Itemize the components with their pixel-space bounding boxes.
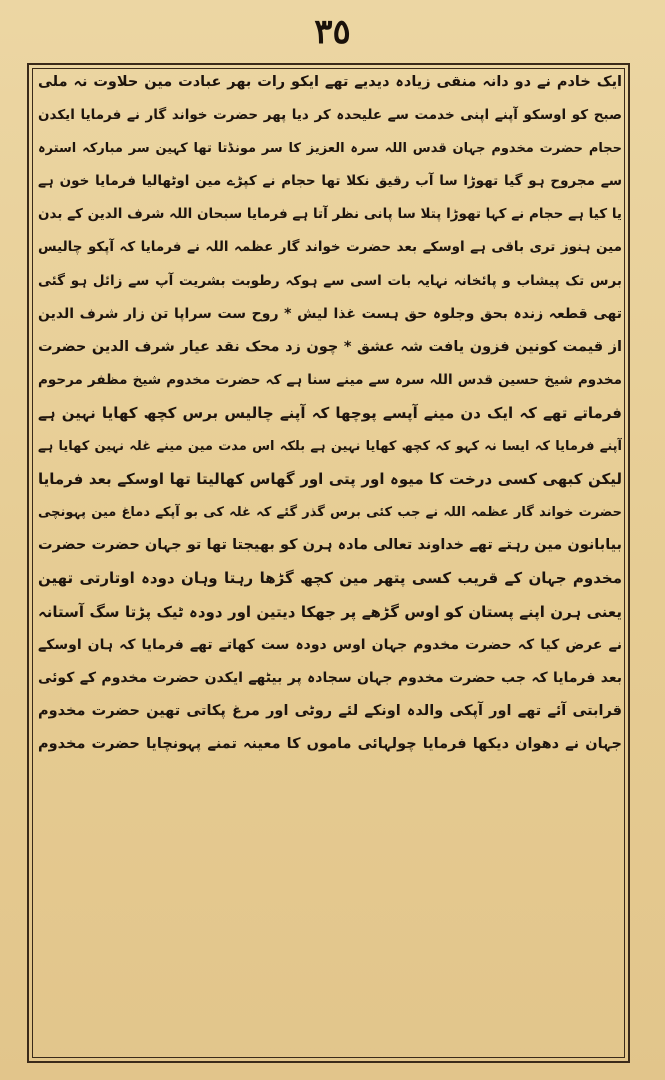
text-line: مخدوم جہان کے قریب کسی پتھر مین کچھ گڑھا رہتا وہان دودہ اوتارتی تھین: [38, 569, 622, 588]
text-line: سے مجروح ہو گیا تھوڑا سا آب رقیق نکلا تھا حجام نے کپڑے مین اوٹھالیا فرمایا خون ہے: [38, 173, 622, 190]
text-line: تھی قطعہ زندہ بحق وجلوہ حق ہست غذا لیش * روح ست سراپا تن زار شرف الدین: [38, 305, 622, 322]
text-line: قرابتی آئے تھے اور آپکی والدہ اونکے لئے روٹی اور مرغ پکاتی تھین حضرت مخدوم: [38, 702, 622, 719]
page-number: ٣٥: [314, 12, 351, 52]
text-line: مین ہنوز تری باقی ہے اوسکے بعد حضرت خواند گار عظمہ اللہ نے فرمایا کہ آپکو چالیس: [38, 239, 622, 256]
text-line: نے عرض کیا کہ حضرت مخدوم جہان اوس دودہ ست کھاتے تھے فرمایا کہ ہان اوسکے: [38, 636, 622, 653]
text-line: یا کیا ہے حجام نے کہا تھوڑا پتلا سا پانی نظر آتا ہے فرمایا سبحان اللہ شرف الدین کے بدن: [38, 206, 622, 223]
text-line: از قیمت کونین فزون یافت شہ عشق * چون زد محک نقد عیار شرف الدین حضرت: [38, 338, 622, 355]
text-line: جہان نے دھوان دیکھا فرمایا چولہائی ماموں کا معینہ تمنے پہونچایا حضرت مخدوم: [38, 735, 622, 752]
text-line: بعد فرمایا کہ جب حضرت مخدوم جہان سجادہ پر بیٹھے ایکدن حضرت مخدوم کے کوئی: [38, 669, 622, 686]
text-line: لیکن کبھی کسی درخت کا میوہ اور پتی اور گھاس کھالیتا تھا اوسکے بعد فرمایا: [38, 470, 622, 489]
text-line: آپنے فرمایا کہ ایسا نہ کہو کہ کچھ کھایا نہین ہے بلکہ اس مدت مین مینے غلہ نہین کھایا ہے: [38, 439, 622, 455]
text-line: حجام حضرت مخدوم جہان قدس اللہ سرہ العزیز کا سر مونڈتا تھا کہین سر مبارکہ استرہ: [38, 141, 622, 157]
text-line: یعنی ہرن اپنے پستان کو اوس گڑھے پر جھکا دیتین اور دودہ ٹیک پڑتا سگ آستانہ: [38, 602, 622, 621]
text-body: [38, 66, 622, 761]
text-line: صبح کو اوسکو آپنے اپنی خدمت سے علیحدہ کر دیا پھر حضرت خواند گار نے فرمایا ایکدن: [38, 107, 622, 124]
text-line: برس تک پیشاب و پائخانہ نہایہ بات اسی سے ہوکہ رطوبت بشریت آپ سے زائل ہو گئی: [38, 272, 622, 289]
text-line: فرماتے تھے کہ ایک دن مینے آپسے پوچھا کہ آپنے چالیس برس کچھ کھایا نہین ہے: [38, 403, 622, 422]
text-line: بیابانون مین رہتے تھے خداوند تعالی مادہ ہرن کو بھیجتا تھا تو جہان حضرت حضرت: [38, 537, 622, 554]
text-line: حضرت خواند گار عظمہ اللہ نے جب کئی برس گذر گئے کہ غلہ کی بو آپکے دماغ مین پہونچی: [38, 505, 622, 521]
text-line: مخدوم شیخ حسین قدس اللہ سرہ سے مینے سنا ہے کہ حضرت مخدوم شیخ مظفر مرحوم: [38, 371, 622, 388]
text-line: ایک خادم نے دو دانہ منقی زیادہ دیدیے تھے ایکو رات بھر عبادت مین حلاوت نہ ملی: [38, 74, 622, 90]
